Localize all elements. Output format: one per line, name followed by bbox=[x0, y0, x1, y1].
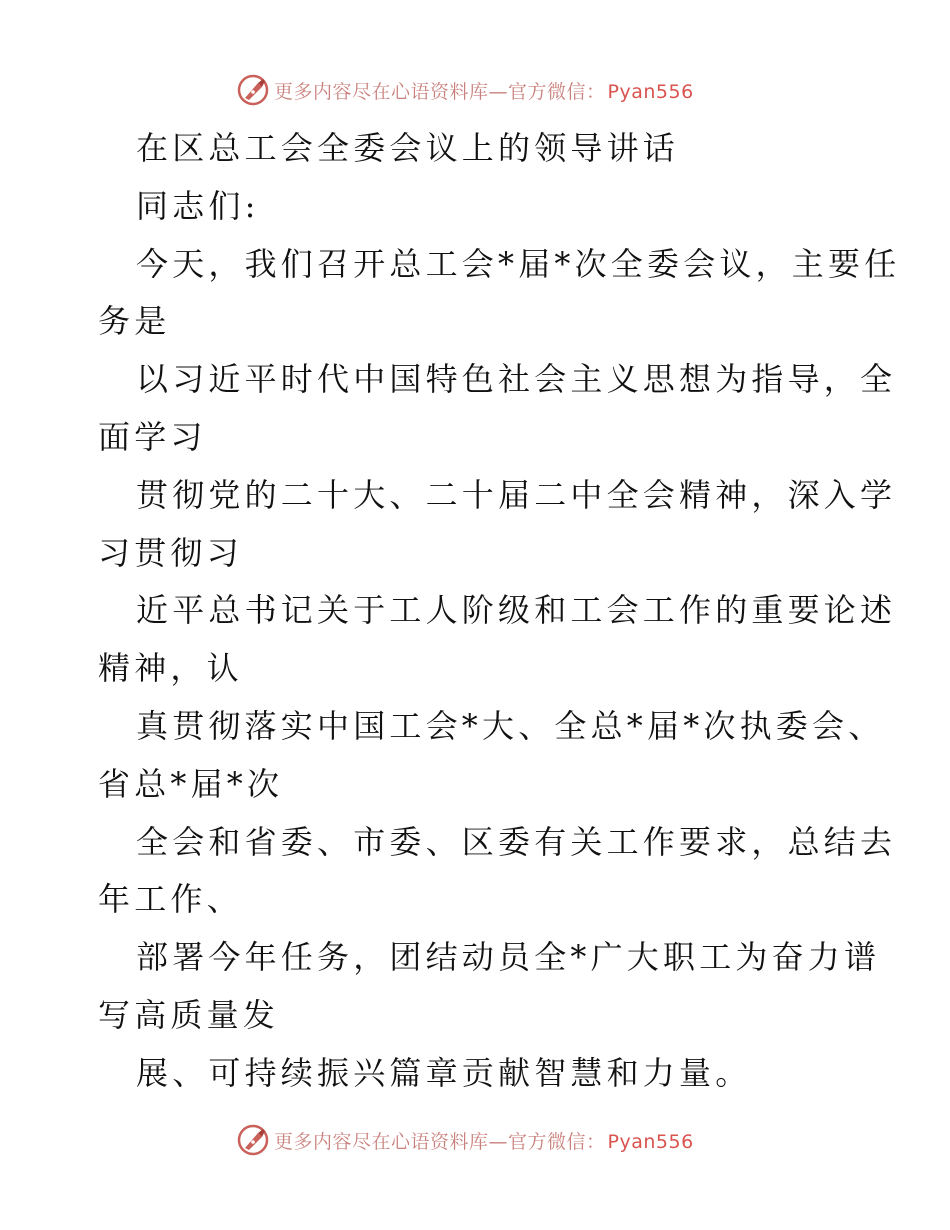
watermark-separator: — bbox=[488, 80, 509, 103]
paragraph-line: 贯彻党的二十大、二十届二中全会精神，深入学 bbox=[136, 475, 897, 514]
paragraph-line: 今天，我们召开总工会*届*次全委会议，主要任 bbox=[136, 244, 901, 283]
paragraph-line: 展、可持续振兴篇章贡献智慧和力量。 bbox=[136, 1053, 752, 1092]
paragraph-line: 年工作、 bbox=[98, 880, 243, 919]
watermark-text bbox=[274, 1127, 694, 1154]
watermark-site-text: 更多内容尽在心语资料库 bbox=[274, 80, 489, 103]
document-title: 在区总工会全委会议上的领导讲话 bbox=[136, 129, 680, 167]
watermark-site-text: 更多内容尽在心语资料库 bbox=[274, 1130, 489, 1153]
watermark-wechat-label: 官方微信： bbox=[508, 1130, 606, 1153]
document-body bbox=[98, 120, 901, 1103]
watermark-separator: — bbox=[488, 1130, 509, 1153]
watermark-text bbox=[274, 77, 694, 104]
watermark-wechat-label: 官方微信： bbox=[508, 80, 606, 103]
paragraph-line: 习贯彻习 bbox=[98, 533, 243, 572]
paragraph-line: 以习近平时代中国特色社会主义思想为指导，全 bbox=[136, 360, 897, 399]
paragraph-line: 真贯彻落实中国工会*大、全总*届*次执委会、 bbox=[136, 706, 885, 745]
paragraph-line: 省总*届*次 bbox=[98, 764, 284, 803]
salutation: 同志们: bbox=[136, 186, 260, 225]
paragraph-line: 近平总书记关于工人阶级和工会工作的重要论述 bbox=[136, 591, 897, 630]
paragraph-line: 务是 bbox=[98, 302, 171, 341]
paragraph-line: 全会和省委、市委、区委有关工作要求，总结去 bbox=[136, 822, 897, 861]
paragraph-line: 面学习 bbox=[98, 417, 207, 456]
paragraph-line: 精神，认 bbox=[98, 649, 243, 688]
footer-watermark bbox=[236, 1123, 694, 1157]
header-watermark bbox=[236, 73, 694, 107]
paragraph-line: 部署今年任务，团结动员全*广大职工为奋力谱 bbox=[136, 938, 881, 977]
watermark-wechat-id: Pyan556 bbox=[607, 1130, 694, 1153]
pen-nib-circle-icon bbox=[236, 1123, 270, 1157]
paragraph-line: 写高质量发 bbox=[98, 995, 280, 1034]
watermark-wechat-id: Pyan556 bbox=[607, 80, 694, 103]
pen-nib-circle-icon bbox=[236, 73, 270, 107]
